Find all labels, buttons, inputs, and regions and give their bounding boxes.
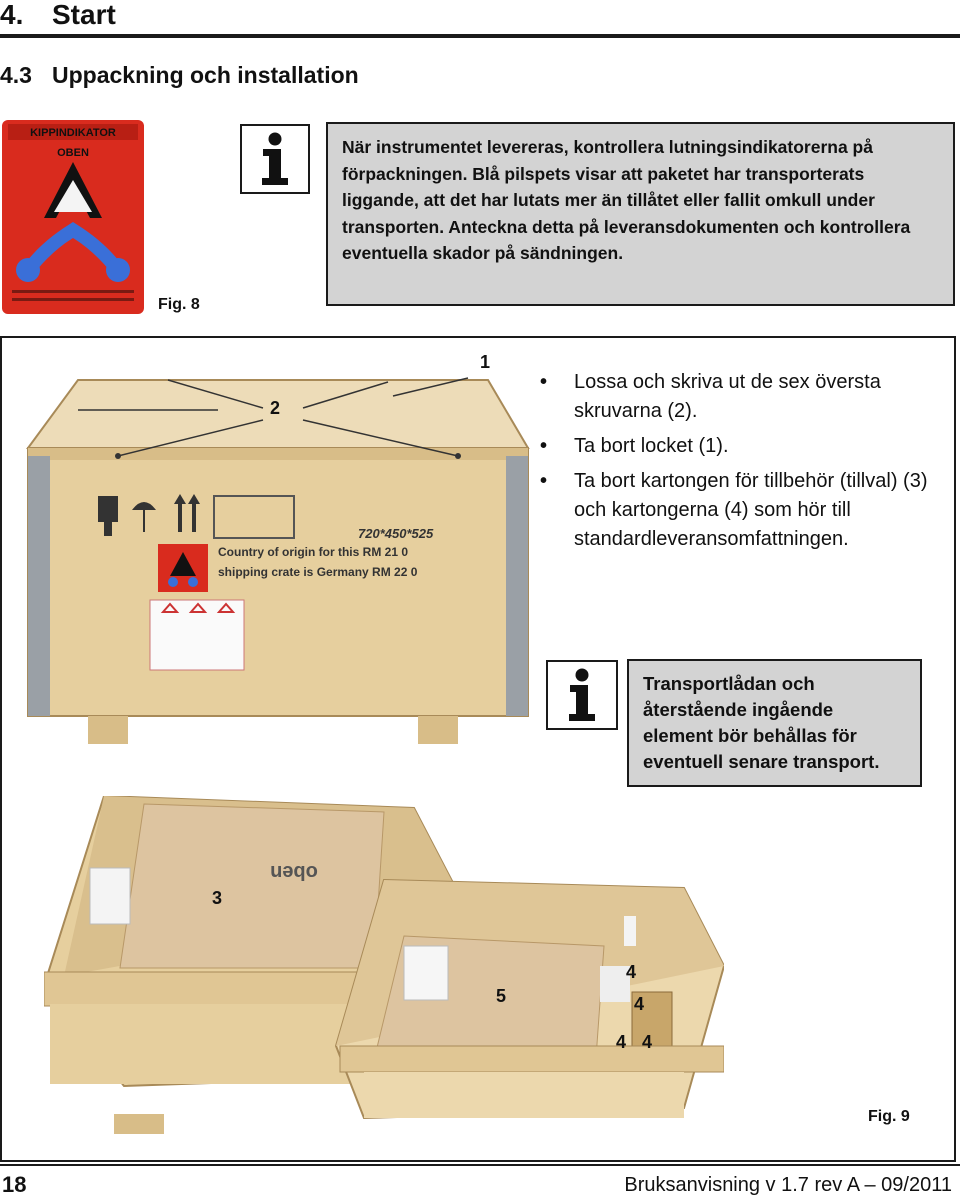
note2-icon-box	[546, 660, 618, 730]
crate-stencil-line-3: shipping crate is Germany RM 22 0	[218, 565, 418, 579]
footer-rule	[0, 1164, 960, 1166]
instruction-list	[538, 368, 938, 560]
subsection-heading	[0, 62, 359, 89]
callout-4: 4	[642, 1032, 653, 1052]
callout-2: 2	[270, 398, 281, 418]
figure-label-9: Fig. 9	[868, 1108, 910, 1125]
subsection-number: 4.3	[0, 62, 32, 88]
note1-text: När instrumentet levereras, kontrollera lutningsindikatorerna på förpackningen. Blå pilspets visar att paketet har transporterats liggande, att det har lutats mer än tillåtet eller fallit omkull under transporten. Anteckna detta på leveransdokumenten och kontrollera eventuella skador på sändningen.	[342, 137, 911, 263]
callout-3: 3	[212, 888, 223, 908]
figure-label-8: Fig. 8	[158, 296, 200, 313]
tilt-indicator-image	[2, 120, 144, 314]
footer-text: Bruksanvisning v 1.7 rev A – 09/2011	[624, 1174, 952, 1196]
crate-stencil-line-2: Country of origin for this RM 21 0	[218, 545, 409, 559]
instruction-item: • Ta bort locket (1).	[538, 432, 938, 461]
note1-box	[326, 122, 955, 306]
box-word: oben	[270, 861, 318, 883]
section-heading	[0, 0, 116, 30]
open-crates-image	[44, 796, 724, 1140]
callout-1: 1	[480, 352, 491, 372]
info-icon	[562, 668, 602, 722]
instruction-item: • Lossa och skriva ut de sex översta skruvarna (2).	[538, 368, 938, 426]
callout-4: 4	[616, 1032, 627, 1052]
callout-4: 4	[626, 962, 637, 982]
callout-5: 5	[496, 986, 507, 1006]
note2-text: Transportlådan och återstående ingående element bör behållas för eventuell senare transport.	[643, 673, 880, 772]
tilt-indicator-title: KIPPINDIKATOR	[30, 127, 116, 139]
instruction-item: • Ta bort kartongen för tillbehör (tillval) (3) och kartongerna (4) som hör till standardleveransomfattningen.	[538, 467, 938, 554]
note2-box	[627, 659, 922, 787]
heading-rule	[0, 34, 960, 38]
note1-icon-box	[240, 124, 310, 194]
info-icon	[255, 132, 295, 186]
section-number: 4.	[0, 0, 24, 30]
subsection-title: Uppackning och installation	[52, 62, 359, 88]
page-number: 18	[2, 1172, 27, 1197]
callout-4: 4	[634, 994, 645, 1014]
closed-crate-image	[18, 372, 536, 748]
crate-stencil-line-1: 720*450*525	[358, 526, 434, 541]
tilt-indicator-top-word: OBEN	[57, 147, 89, 159]
section-title: Start	[52, 0, 116, 30]
